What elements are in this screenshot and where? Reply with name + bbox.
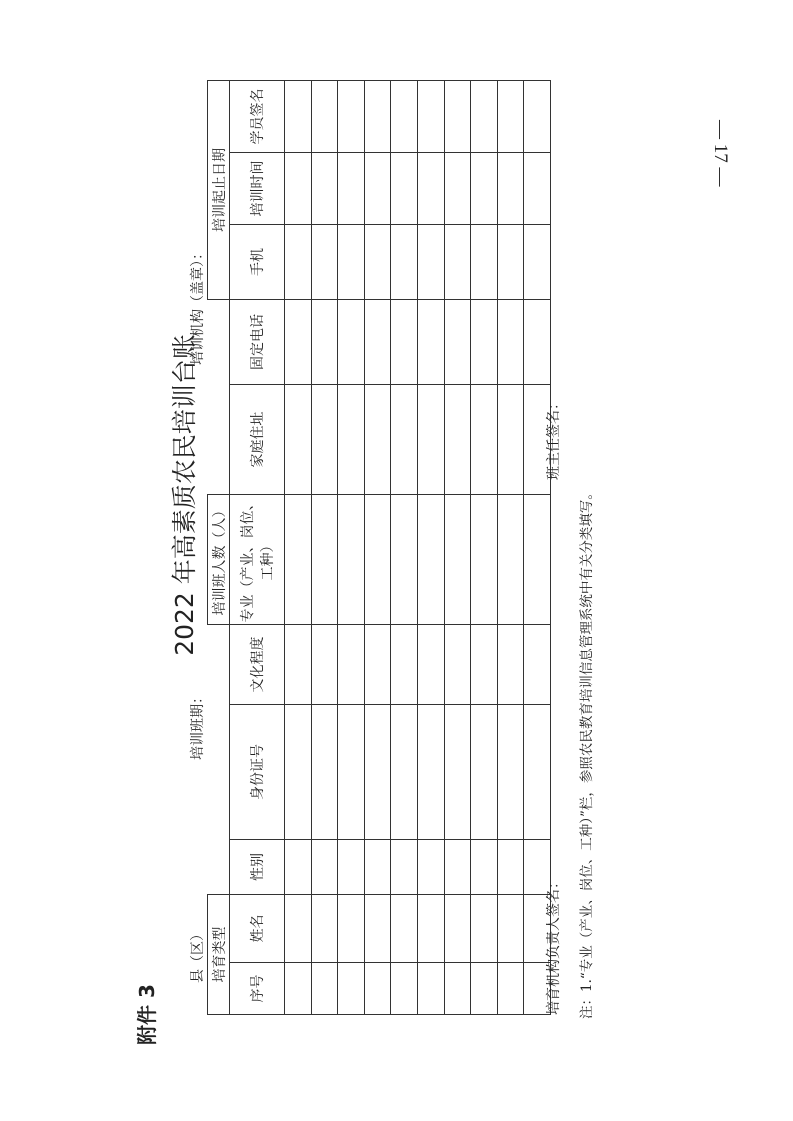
county-label: 县（区） — [190, 927, 206, 983]
table-row — [391, 80, 418, 1014]
table-cell[interactable] — [471, 494, 498, 624]
table-cell[interactable] — [364, 224, 391, 299]
table-cell[interactable] — [444, 840, 471, 895]
table-cell[interactable] — [391, 384, 418, 494]
training-ledger-table — [207, 80, 551, 1015]
table-cell[interactable] — [471, 299, 498, 384]
table-cell[interactable] — [285, 624, 312, 704]
table-cell[interactable] — [391, 963, 418, 1015]
table-cell[interactable] — [444, 384, 471, 494]
table-cell[interactable] — [444, 224, 471, 299]
table-cell[interactable] — [311, 299, 338, 384]
table-cell[interactable] — [497, 299, 524, 384]
table-cell[interactable] — [338, 895, 365, 963]
table-cell[interactable] — [364, 963, 391, 1015]
table-row — [311, 80, 338, 1014]
table-cell[interactable] — [311, 840, 338, 895]
table-cell[interactable] — [497, 624, 524, 704]
header-blank — [208, 299, 230, 494]
table-cell[interactable] — [364, 840, 391, 895]
institution-label: 培训机构（盖章）： — [190, 246, 206, 365]
table-cell[interactable] — [311, 705, 338, 840]
table-cell[interactable] — [338, 494, 365, 624]
table-cell[interactable] — [444, 963, 471, 1015]
table-cell[interactable] — [471, 624, 498, 704]
table-body — [285, 80, 551, 1014]
table-cell[interactable] — [391, 494, 418, 624]
class-teacher-signature: 班主任签名： — [546, 396, 562, 480]
table-cell[interactable] — [285, 299, 312, 384]
ledger-sheet — [135, 88, 615, 1045]
table-cell[interactable] — [497, 384, 524, 494]
table-cell[interactable] — [391, 80, 418, 152]
table-cell[interactable] — [364, 299, 391, 384]
table-cell[interactable] — [417, 224, 444, 299]
table-cell[interactable] — [471, 895, 498, 963]
column-header: 专业（产业、岗位、工种） — [230, 494, 285, 624]
table-cell[interactable] — [417, 80, 444, 152]
table-row — [417, 80, 444, 1014]
table-cell[interactable] — [497, 840, 524, 895]
table-cell[interactable] — [391, 224, 418, 299]
column-header-row — [230, 80, 285, 1014]
column-header: 姓名 — [230, 895, 285, 963]
table-cell[interactable] — [285, 494, 312, 624]
table-cell[interactable] — [285, 895, 312, 963]
table-cell[interactable] — [417, 624, 444, 704]
group-header-class-size: 培训班人数（人） — [208, 494, 230, 624]
table-cell[interactable] — [391, 624, 418, 704]
table-cell[interactable] — [364, 895, 391, 963]
table-cell[interactable] — [497, 895, 524, 963]
table-cell[interactable] — [285, 963, 312, 1015]
table-cell[interactable] — [364, 80, 391, 152]
footnote: 注：1.“专业（产业、岗位、工种）”栏，参照农民教育培训信息管理系统中有关分类填写。 — [579, 486, 595, 1019]
table-cell[interactable] — [391, 840, 418, 895]
table-cell[interactable] — [417, 840, 444, 895]
table-cell[interactable] — [497, 152, 524, 224]
table-cell[interactable] — [285, 840, 312, 895]
group-header-category: 培育类型 — [208, 895, 230, 1015]
column-header: 学员签名 — [230, 80, 285, 152]
table-cell[interactable] — [417, 494, 444, 624]
table-cell[interactable] — [524, 299, 551, 384]
table-cell[interactable] — [524, 80, 551, 152]
table-cell[interactable] — [391, 705, 418, 840]
table-row — [364, 80, 391, 1014]
table-cell[interactable] — [338, 80, 365, 152]
header-blank — [208, 624, 230, 894]
table-cell[interactable] — [311, 384, 338, 494]
table-cell[interactable] — [497, 224, 524, 299]
page-title: 2022 年高素质农民培训台账 — [170, 334, 199, 656]
table-cell[interactable] — [285, 224, 312, 299]
table-cell[interactable] — [311, 494, 338, 624]
table-cell[interactable] — [444, 895, 471, 963]
table-row — [444, 80, 471, 1014]
table-cell[interactable] — [417, 152, 444, 224]
table-cell[interactable] — [311, 963, 338, 1015]
column-header: 性别 — [230, 840, 285, 895]
table-cell[interactable] — [364, 152, 391, 224]
table-cell[interactable] — [338, 152, 365, 224]
table-cell[interactable] — [471, 80, 498, 152]
table-cell[interactable] — [391, 152, 418, 224]
table-cell[interactable] — [285, 80, 312, 152]
table-row — [471, 80, 498, 1014]
group-header-date-range: 培训起止日期 — [208, 80, 230, 299]
table-row — [497, 80, 524, 1014]
column-header: 序号 — [230, 963, 285, 1015]
table-cell[interactable] — [471, 705, 498, 840]
table-cell[interactable] — [311, 895, 338, 963]
table-cell[interactable] — [285, 705, 312, 840]
column-header: 固定电话 — [230, 299, 285, 384]
column-header: 手机 — [230, 224, 285, 299]
table-cell[interactable] — [338, 624, 365, 704]
table-cell[interactable] — [524, 705, 551, 840]
table-cell[interactable] — [338, 224, 365, 299]
table-cell[interactable] — [497, 705, 524, 840]
table-cell[interactable] — [364, 494, 391, 624]
table-cell[interactable] — [524, 624, 551, 704]
table-cell[interactable] — [417, 895, 444, 963]
table-cell[interactable] — [311, 224, 338, 299]
column-header: 家庭住址 — [230, 384, 285, 494]
table-cell[interactable] — [444, 624, 471, 704]
table-cell[interactable] — [338, 299, 365, 384]
page-number: — 17 — — [710, 120, 731, 187]
table-cell[interactable] — [444, 299, 471, 384]
table-cell[interactable] — [444, 80, 471, 152]
table-cell[interactable] — [311, 152, 338, 224]
table-cell[interactable] — [497, 494, 524, 624]
column-header: 身份证号 — [230, 705, 285, 840]
table-cell[interactable] — [285, 152, 312, 224]
table-cell[interactable] — [471, 963, 498, 1015]
table-cell[interactable] — [311, 624, 338, 704]
table-cell[interactable] — [444, 705, 471, 840]
table-cell[interactable] — [338, 840, 365, 895]
table-cell[interactable] — [471, 224, 498, 299]
table-cell[interactable] — [497, 80, 524, 152]
table-cell[interactable] — [524, 152, 551, 224]
table-cell[interactable] — [444, 152, 471, 224]
table-cell[interactable] — [471, 840, 498, 895]
institution-head-signature: 培育机构负责人签名： — [546, 875, 562, 1015]
table-cell[interactable] — [524, 494, 551, 624]
table-cell[interactable] — [417, 963, 444, 1015]
table-cell[interactable] — [417, 299, 444, 384]
table-cell[interactable] — [524, 224, 551, 299]
column-header: 文化程度 — [230, 624, 285, 704]
table-cell[interactable] — [338, 963, 365, 1015]
table-cell[interactable] — [444, 494, 471, 624]
table-cell[interactable] — [364, 705, 391, 840]
table-cell[interactable] — [417, 384, 444, 494]
table-cell[interactable] — [311, 80, 338, 152]
table-cell[interactable] — [471, 384, 498, 494]
class-period-label: 培训班期： — [190, 690, 206, 760]
attachment-label: 附件 3 — [135, 984, 159, 1045]
table-row — [285, 80, 312, 1014]
table-cell[interactable] — [471, 152, 498, 224]
table-cell[interactable] — [391, 895, 418, 963]
table-cell[interactable] — [338, 705, 365, 840]
table-row — [338, 80, 365, 1014]
table-cell[interactable] — [417, 705, 444, 840]
table-cell[interactable] — [285, 384, 312, 494]
table-cell[interactable] — [338, 384, 365, 494]
table-cell[interactable] — [391, 299, 418, 384]
table-cell[interactable] — [364, 624, 391, 704]
table-cell[interactable] — [497, 963, 524, 1015]
column-header: 培训时间 — [230, 152, 285, 224]
table-cell[interactable] — [364, 384, 391, 494]
